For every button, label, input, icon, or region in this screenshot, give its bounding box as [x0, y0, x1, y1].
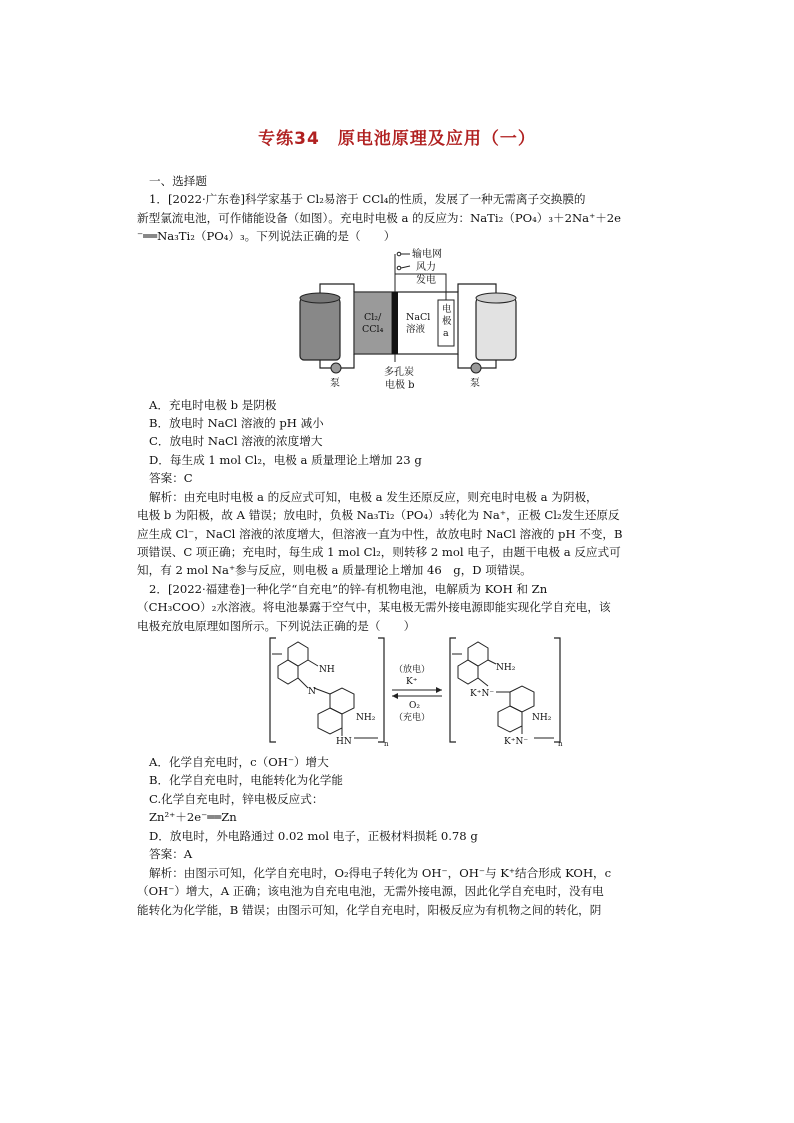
nh-label: NH — [319, 665, 335, 675]
solution-label: 溶液 — [406, 324, 426, 335]
wind-label-1: 风力 — [416, 262, 436, 273]
section-heading: 一、选择题 — [149, 174, 207, 188]
n-subscript: n — [384, 740, 389, 748]
k-n-label-2: K⁺N⁻ — [504, 737, 529, 747]
nh2-top-label: NH₂ — [496, 663, 516, 673]
k-plus-label: K⁺ — [406, 677, 418, 687]
nh2-right-label: NH₂ — [532, 713, 552, 723]
right-tank-top — [476, 293, 516, 303]
q2-analysis-line: 能转化为化学能，B 错误；由图示可知，化学自充电时，阳极反应为有机物之间的转化，阴 — [137, 903, 602, 917]
electrode-a-label: 电 — [442, 304, 452, 315]
q1-flow-battery-figure — [288, 246, 518, 396]
k-n-label: K⁺N⁻ — [470, 689, 495, 699]
left-pump — [331, 363, 341, 373]
q1-stem-line: 新型氯流电池，可作储能设备（如图）。充电时电极 a 的反应为：NaTi₂（PO₄）₃＋2Na⁺＋2e — [137, 211, 622, 225]
ring — [498, 706, 522, 732]
q1-option: C．放电时 NaCl 溶液的浓度增大 — [149, 434, 323, 448]
porous-label-1: 多孔炭 — [384, 367, 414, 378]
ccl4-label: CCl₄ — [362, 324, 384, 335]
nacl-label: NaCl — [406, 312, 431, 323]
q2-stem-line: 2．[2022·福建卷]一种化学“自充电”的锌-有机物电池，电解质为 KOH 和 Zn — [149, 582, 548, 596]
page-title: 专练34 原电池原理及应用（一） — [258, 129, 536, 149]
n-label: N — [308, 687, 316, 697]
q1-analysis-line: 项错误、C 项正确；充电时，每生成 1 mol Cl₂，则转移 2 mol 电子，由题干电极 a 反应式可 — [137, 545, 621, 559]
pump-label-right: 泵 — [470, 378, 480, 389]
porous-label-2: 电极 b — [385, 380, 415, 391]
q1-analysis-line: 电极 b 为阳极，故 A 错误；放电时，负极 Na₃Ti₂（PO₄）₃转化为 Na⁺，正极 Cl₂发生还原反 — [137, 508, 620, 522]
q1-option: B．放电时 NaCl 溶液的 pH 减小 — [149, 416, 324, 430]
ring — [318, 708, 342, 734]
wind-label-2: 发电 — [416, 275, 436, 286]
porous-carbon-electrode — [392, 292, 398, 354]
q2-stem-line: 电极充放电原理如图所示。下列说法正确的是（ ） — [137, 619, 416, 633]
grid-label: 输电网 — [412, 249, 442, 260]
q2-answer: 答案：A — [149, 847, 193, 861]
hn-label: HN — [336, 737, 352, 747]
right-pump — [471, 363, 481, 373]
q2-analysis-line: （OH⁻）增大，A 正确；该电池为自充电电池，无需外接电源，因此化学自充电时，没有电 — [137, 884, 604, 898]
nh2-label: NH₂ — [356, 713, 376, 723]
q1-analysis-line: 知，有 2 mol Na⁺参与反应，则电极 a 质量理论上增加 46 g，D 项错误。 — [137, 563, 532, 577]
q1-answer: 答案：C — [149, 471, 193, 485]
q2-option: Zn²⁺＋2e⁻══Zn — [149, 810, 237, 824]
q2-analysis-line: 解析：由图示可知，化学自充电时，O₂得电子转化为 OH⁻，OH⁻与 K⁺结合形成 KOH，c — [149, 866, 612, 880]
o2-label: O₂ — [409, 701, 420, 711]
discharge-label: （放电） — [394, 665, 431, 675]
ring — [458, 660, 478, 684]
left-pipe-top — [320, 284, 354, 293]
cl2-ccl4-layer — [354, 292, 392, 354]
q1-stem-line: ⁻══Na₃Ti₂（PO₄）₃。下列说法正确的是（ ） — [137, 229, 396, 243]
q1-analysis-line: 应生成 Cl⁻，NaCl 溶液的浓度增大，但溶液一直为中性，故放电时 NaCl 溶液的 pH 不变，B — [137, 527, 623, 541]
left-tank — [300, 298, 340, 360]
q2-stem-line: （CH₃COO）₂水溶液。将电池暴露于空气中，某电极无需外接电源即能实现化学自充电，该 — [137, 600, 611, 614]
q2-option: B．化学自充电时，电能转化为化学能 — [149, 773, 344, 787]
q2-option: A．化学自充电时，c（OH⁻）增大 — [149, 755, 329, 769]
ring — [288, 642, 308, 666]
right-tank — [476, 298, 516, 360]
cl2-label: Cl₂/ — [364, 312, 382, 323]
q2-option: D．放电时，外电路通过 0.02 mol 电子，正极材料损耗 0.78 g — [149, 829, 478, 843]
electrode-a-label: 极 — [442, 316, 452, 327]
q1-option: A．充电时电极 b 是阴极 — [149, 398, 277, 412]
charge-label: （充电） — [394, 713, 431, 723]
q1-analysis-line: 解析：由充电时电极 a 的反应式可知，电极 a 发生还原反应，则充电时电极 a 为阴极， — [149, 490, 598, 504]
q2-polymer-redox-figure — [266, 634, 566, 748]
q1-option: D．每生成 1 mol Cl₂，电极 a 质量理论上增加 23 g — [149, 453, 422, 467]
pump-label-left: 泵 — [330, 378, 340, 389]
n-subscript-right: n — [558, 740, 563, 748]
ring — [278, 660, 298, 684]
right-pipe-top — [458, 284, 496, 293]
left-tank-top — [300, 293, 340, 303]
electrode-a-label: a — [443, 328, 449, 339]
q2-option: C.化学自充电时，锌电极反应式： — [149, 792, 324, 806]
q1-stem-line: 1．[2022·广东卷]科学家基于 Cl₂易溶于 CCl₄的性质，发展了一种无需离子交换膜的 — [149, 192, 586, 206]
ring — [468, 642, 488, 666]
